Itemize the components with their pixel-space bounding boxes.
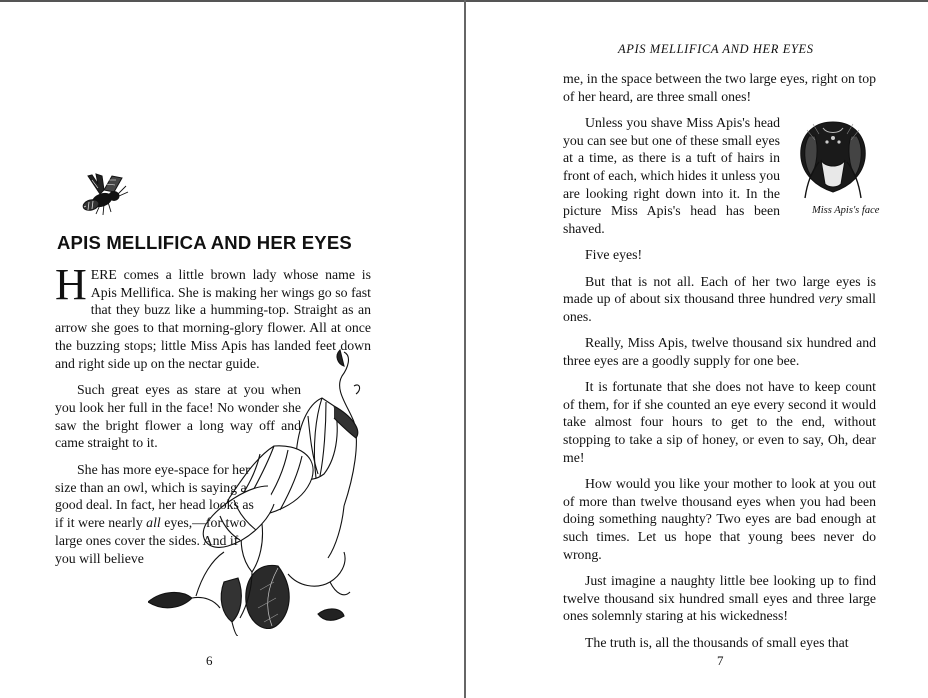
- paragraph: me, in the space between the two large eyes, right on top of her heard, are three small ones!: [563, 71, 876, 104]
- paragraph: Really, Miss Apis, twelve thousand six hundred and three eyes are a goodly supply for one bee.: [563, 335, 876, 368]
- paragraph: But that is not all. Each of her two large eyes is made up of about six thousand three hundred very small ones.: [563, 273, 876, 324]
- paragraph: How would you like your mother to look at you out of more than twelve thousand eyes when you had been doing something naughty? Two eyes are bad enough at such times. Let us hope that young bees never do wrong.: [563, 476, 876, 562]
- page-number: 6: [206, 653, 213, 668]
- paragraph: HERE comes a little brown lady whose name is Apis Mellifica. She is making her wings go so fast that they buzz like a humming-top. Straight as an arrow she goes to that morning-glory flower. All at once the buzzing stops; little Miss Apis has landed feet down and right side up on the nectar guide.: [55, 260, 371, 371]
- right-page: [466, 0, 928, 698]
- left-body-text: [55, 260, 371, 576]
- paragraph: She has more eye-space for her size than an owl, which is saying a good deal. In fact, her head looks as if it were nearly all eyes,—for two large ones cover the sides. And if you will believe: [55, 462, 254, 566]
- drop-cap: H: [55, 260, 87, 309]
- paragraph: Such great eyes as stare at you when you look her full in the face! No wonder she saw the bright flower a long way off and came straight to it.: [55, 382, 301, 451]
- right-body-text: [563, 70, 880, 660]
- bee-ornament-icon: [78, 172, 130, 218]
- paragraph: The truth is, all the thousands of small eyes that: [585, 634, 849, 650]
- bee-face-figure: [790, 116, 880, 234]
- paragraph: Five eyes!: [585, 247, 643, 263]
- paragraph: Miss Apis's face Unless you shave Miss Apis's head you can see but one of these small eyes at a time, as there is a tuft of hairs in front of each, which hides it unless you are looking right down into it. In the picture Miss Apis's head has been shaved.: [563, 114, 880, 237]
- figure-caption: Miss Apis's face: [812, 204, 880, 216]
- paragraph: Just imagine a naughty little bee looking up to find twelve thousand six hundred small eyes and three large ones solemnly staring at his wickedness!: [563, 573, 876, 624]
- chapter-heading: APIS MELLIFICA AND HER EYES: [57, 232, 352, 253]
- running-head: APIS MELLIFICA AND HER EYES: [618, 42, 814, 56]
- bee-face-icon: [793, 116, 873, 200]
- paragraph: It is fortunate that she does not have to keep count of them, for if she counted an eye every second it would take almost four hours to get to the end, without stopping to take a sip of honey, or even to say, Oh, dear me!: [563, 379, 876, 465]
- page-number: 7: [717, 653, 724, 668]
